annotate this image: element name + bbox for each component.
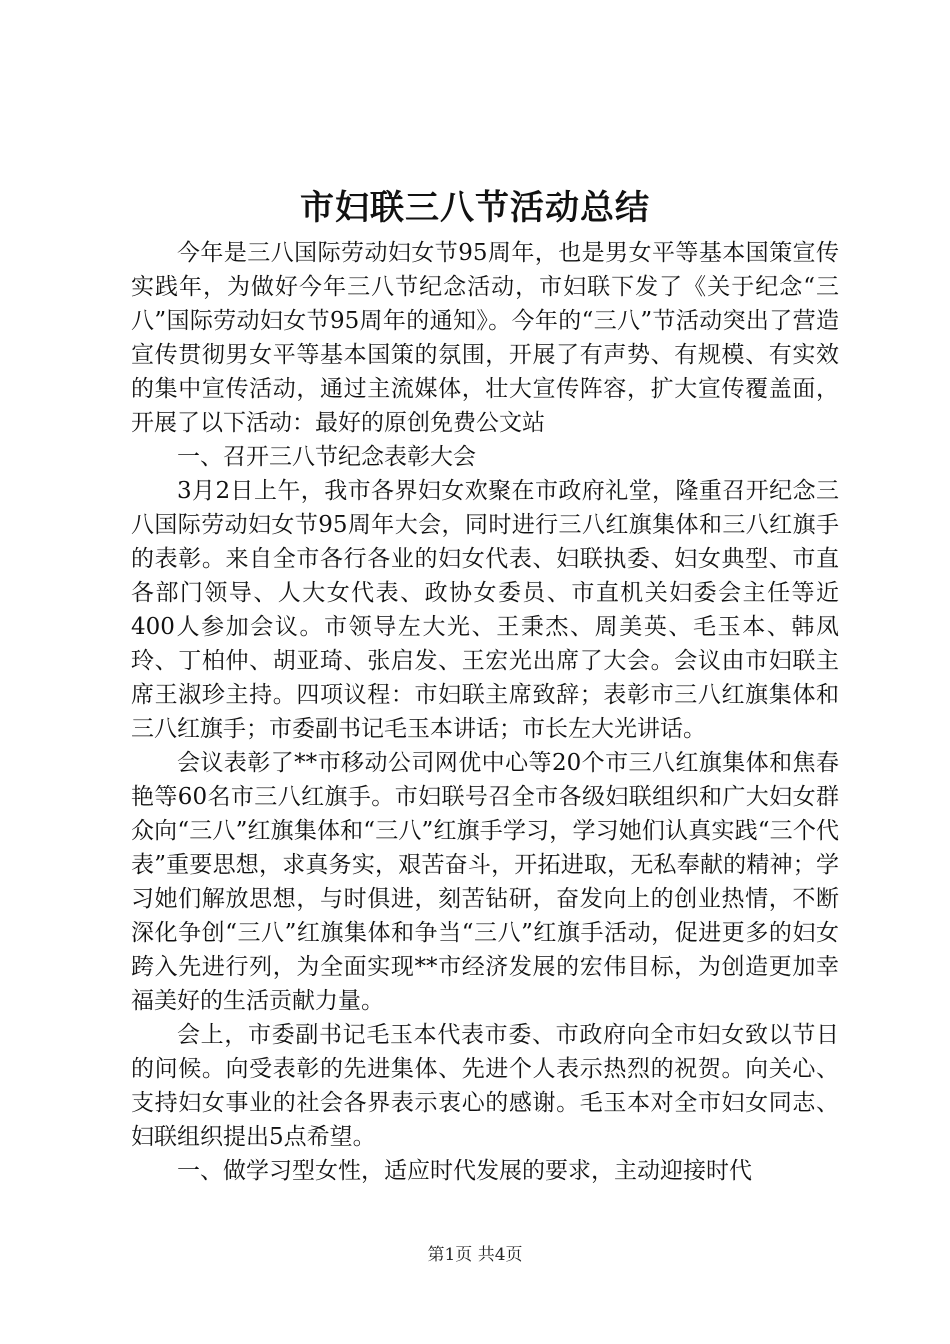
- paragraph-hope-1: 一、做学习型女性，适应时代发展的要求，主动迎接时代: [177, 1158, 752, 1184]
- paragraph-commendation: 会议表彰了**市移动公司网优中心等20个市三八红旗集体和焦春艳等60名市三八红旗手。市妇联号召全市各级妇联组织和广大妇女群众向“三八”红旗集体和“三八”红旗手学习，学习她们认真实践“三个代表”重要思想，求真务实，艰苦奋斗，开拓进取，无私奉献的精神；学习她们解放思想，与时俱进，刻苦钻研，奋发向上的创业热情，不断深化争创“三八”红旗集体和争当“三八”红旗手活动，促进更多的妇女跨入先进行列，为全面实现**市经济发展的宏伟目标，为创造更加幸福美好的生活贡献力量。: [131, 750, 839, 1014]
- paragraph-meeting: 3月2日上午，我市各界妇女欢聚在市政府礼堂，隆重召开纪念三八国际劳动妇女节95周年大会，同时进行三八红旗集体和三八红旗手的表彰。来自全市各行各业的妇女代表、妇联执委、妇女典型、市直各部门领导、人大女代表、政协女委员、市直机关妇委会主任等近400人参加会议。市领导左大光、王秉杰、周美英、毛玉本、韩凤玲、丁柏仲、胡亚琦、张启发、王宏光出席了大会。会议由市妇联主席王淑珍主持。四项议程：市妇联主席致辞；表彰市三八红旗集体和三八红旗手；市委副书记毛玉本讲话；市长左大光讲话。: [131, 478, 839, 742]
- paragraph-speech: 会上，市委副书记毛玉本代表市委、市政府向全市妇女致以节日的问候。向受表彰的先进集体、先进个人表示热烈的祝贺。向关心、支持妇女事业的社会各界表示衷心的感谢。毛玉本对全市妇女同志、妇联组织提出5点希望。: [131, 1022, 839, 1150]
- document-body: [131, 236, 839, 1188]
- document-title: 市妇联三八节活动总结: [300, 188, 650, 228]
- paragraph-intro: 今年是三八国际劳动妇女节95周年，也是男女平等基本国策宣传实践年，为做好今年三八节纪念活动，市妇联下发了《关于纪念“三八”国际劳动妇女节95周年的通知》。今年的“三八”节活动突出了营造宣传贯彻男女平等基本国策的氛围，开展了有声势、有规模、有实效的集中宣传活动，通过主流媒体，壮大宣传阵容，扩大宣传覆盖面，开展了以下活动：最好的原创免费公文站: [131, 240, 839, 436]
- section-heading-1: 一、召开三八节纪念表彰大会: [177, 444, 476, 470]
- page-number-footer: 第1页 共4页: [427, 1245, 523, 1265]
